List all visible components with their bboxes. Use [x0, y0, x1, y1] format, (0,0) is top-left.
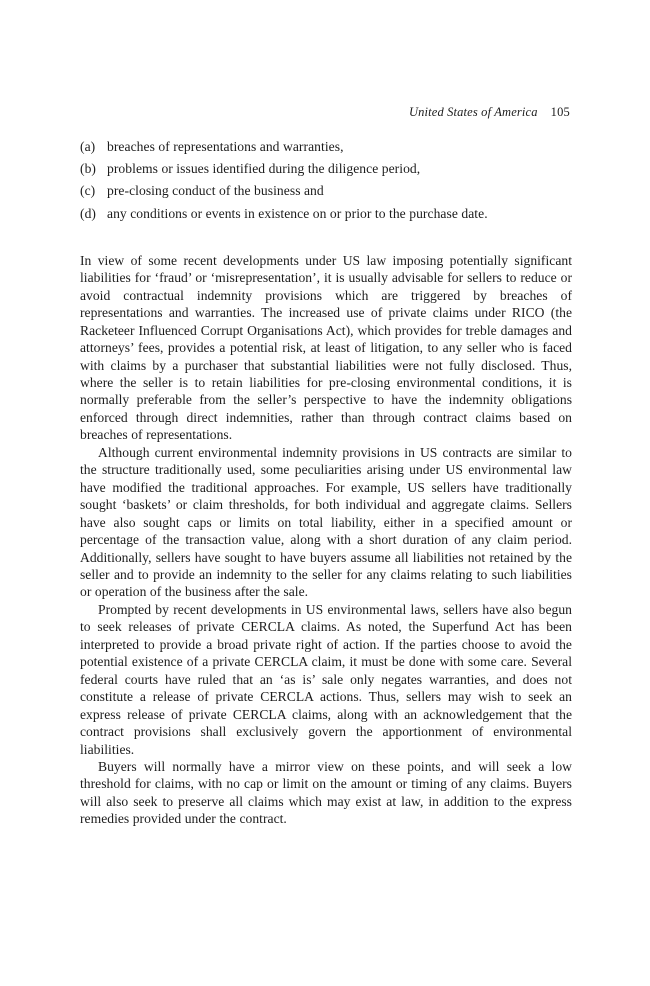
body-text — [80, 252, 572, 828]
running-head-title: United States of America — [408, 105, 538, 119]
list-item-text: breaches of representations and warranties, — [107, 139, 344, 154]
page-number: 105 — [550, 105, 570, 119]
paragraph: In view of some recent developments under US law imposing potentially significant liabilities for ‘fraud’ or ‘misrepresentation’, it is usually advisable for sellers to reduce or avoid contractual indemnity provisions which are triggered by breaches of representations and warranties. The increased use of private claims under RICO (the Racketeer Influenced Corrupt Organisations Act), which provides for treble damages and attorneys’ fees, provides a potential risk, at least of litigation, to any seller who is faced with claims by a purchaser that substantial liabilities were not fully disclosed. Thus, where the seller is to retain liabilities for pre-closing environmental conditions, it is normally preferable from the seller’s perspective to have the indemnity obligations enforced through direct indemnities, rather than through contract claims based on breaches of representations. — [80, 252, 572, 443]
list-item — [80, 158, 572, 180]
list-item — [80, 203, 572, 225]
list-item-marker: (a) — [80, 139, 96, 154]
list-item-text: any conditions or events in existence on or prior to the purchase date. — [107, 205, 488, 221]
paragraph: Although current environmental indemnity provisions in US contracts are similar to the structure traditionally used, some peculiarities arising under US environmental law have modified the traditional approaches. For example, US sellers have traditionally sought ‘baskets’ or claim thresholds, for both individual and aggregate claims. Sellers have also sought caps or limits on total liability, either in a specified amount or percentage of the transaction value, along with a short duration of any claim period. Additionally, sellers have sought to have buyers assume all liabilities not retained by the seller and to provide an indemnity to the seller for any claims relating to such liabilities or operation of the business after the sale. — [80, 444, 572, 600]
running-head — [80, 104, 570, 120]
lettered-list — [80, 136, 572, 225]
list-item-marker: (d) — [80, 205, 97, 221]
paragraph: Prompted by recent developments in US environmental laws, sellers have also begun to seek releases of private CERCLA claims. As noted, the Superfund Act has been interpreted to provide a broad private right of action. If the parties choose to avoid the potential existence of a private CERCLA claim, it must be done with some care. Several federal courts have ruled that an ‘as is’ sale only negates warranties, and does not constitute a release of private CERCLA actions. Thus, sellers may wish to seek an express release of private CERCLA claims, along with an acknowledgement that the contract provisions shall exclusively govern the apportionment of environmental liabilities. — [80, 601, 572, 757]
text-column — [80, 136, 572, 828]
list-item-text: problems or issues identified during the diligence period, — [107, 161, 421, 177]
paragraph: Buyers will normally have a mirror view on these points, and will seek a low threshold for claims, with no cap or limit on the amount or timing of any claims. Buyers will also seek to preserve all claims which may exist at law, in addition to the express remedies provided under the contract. — [80, 758, 572, 827]
list-item — [80, 180, 572, 202]
list-item-marker: (c) — [80, 183, 96, 199]
list-item-text: pre-closing conduct of the business and — [107, 183, 324, 199]
list-item-marker: (b) — [80, 161, 97, 177]
list-item — [80, 136, 572, 158]
